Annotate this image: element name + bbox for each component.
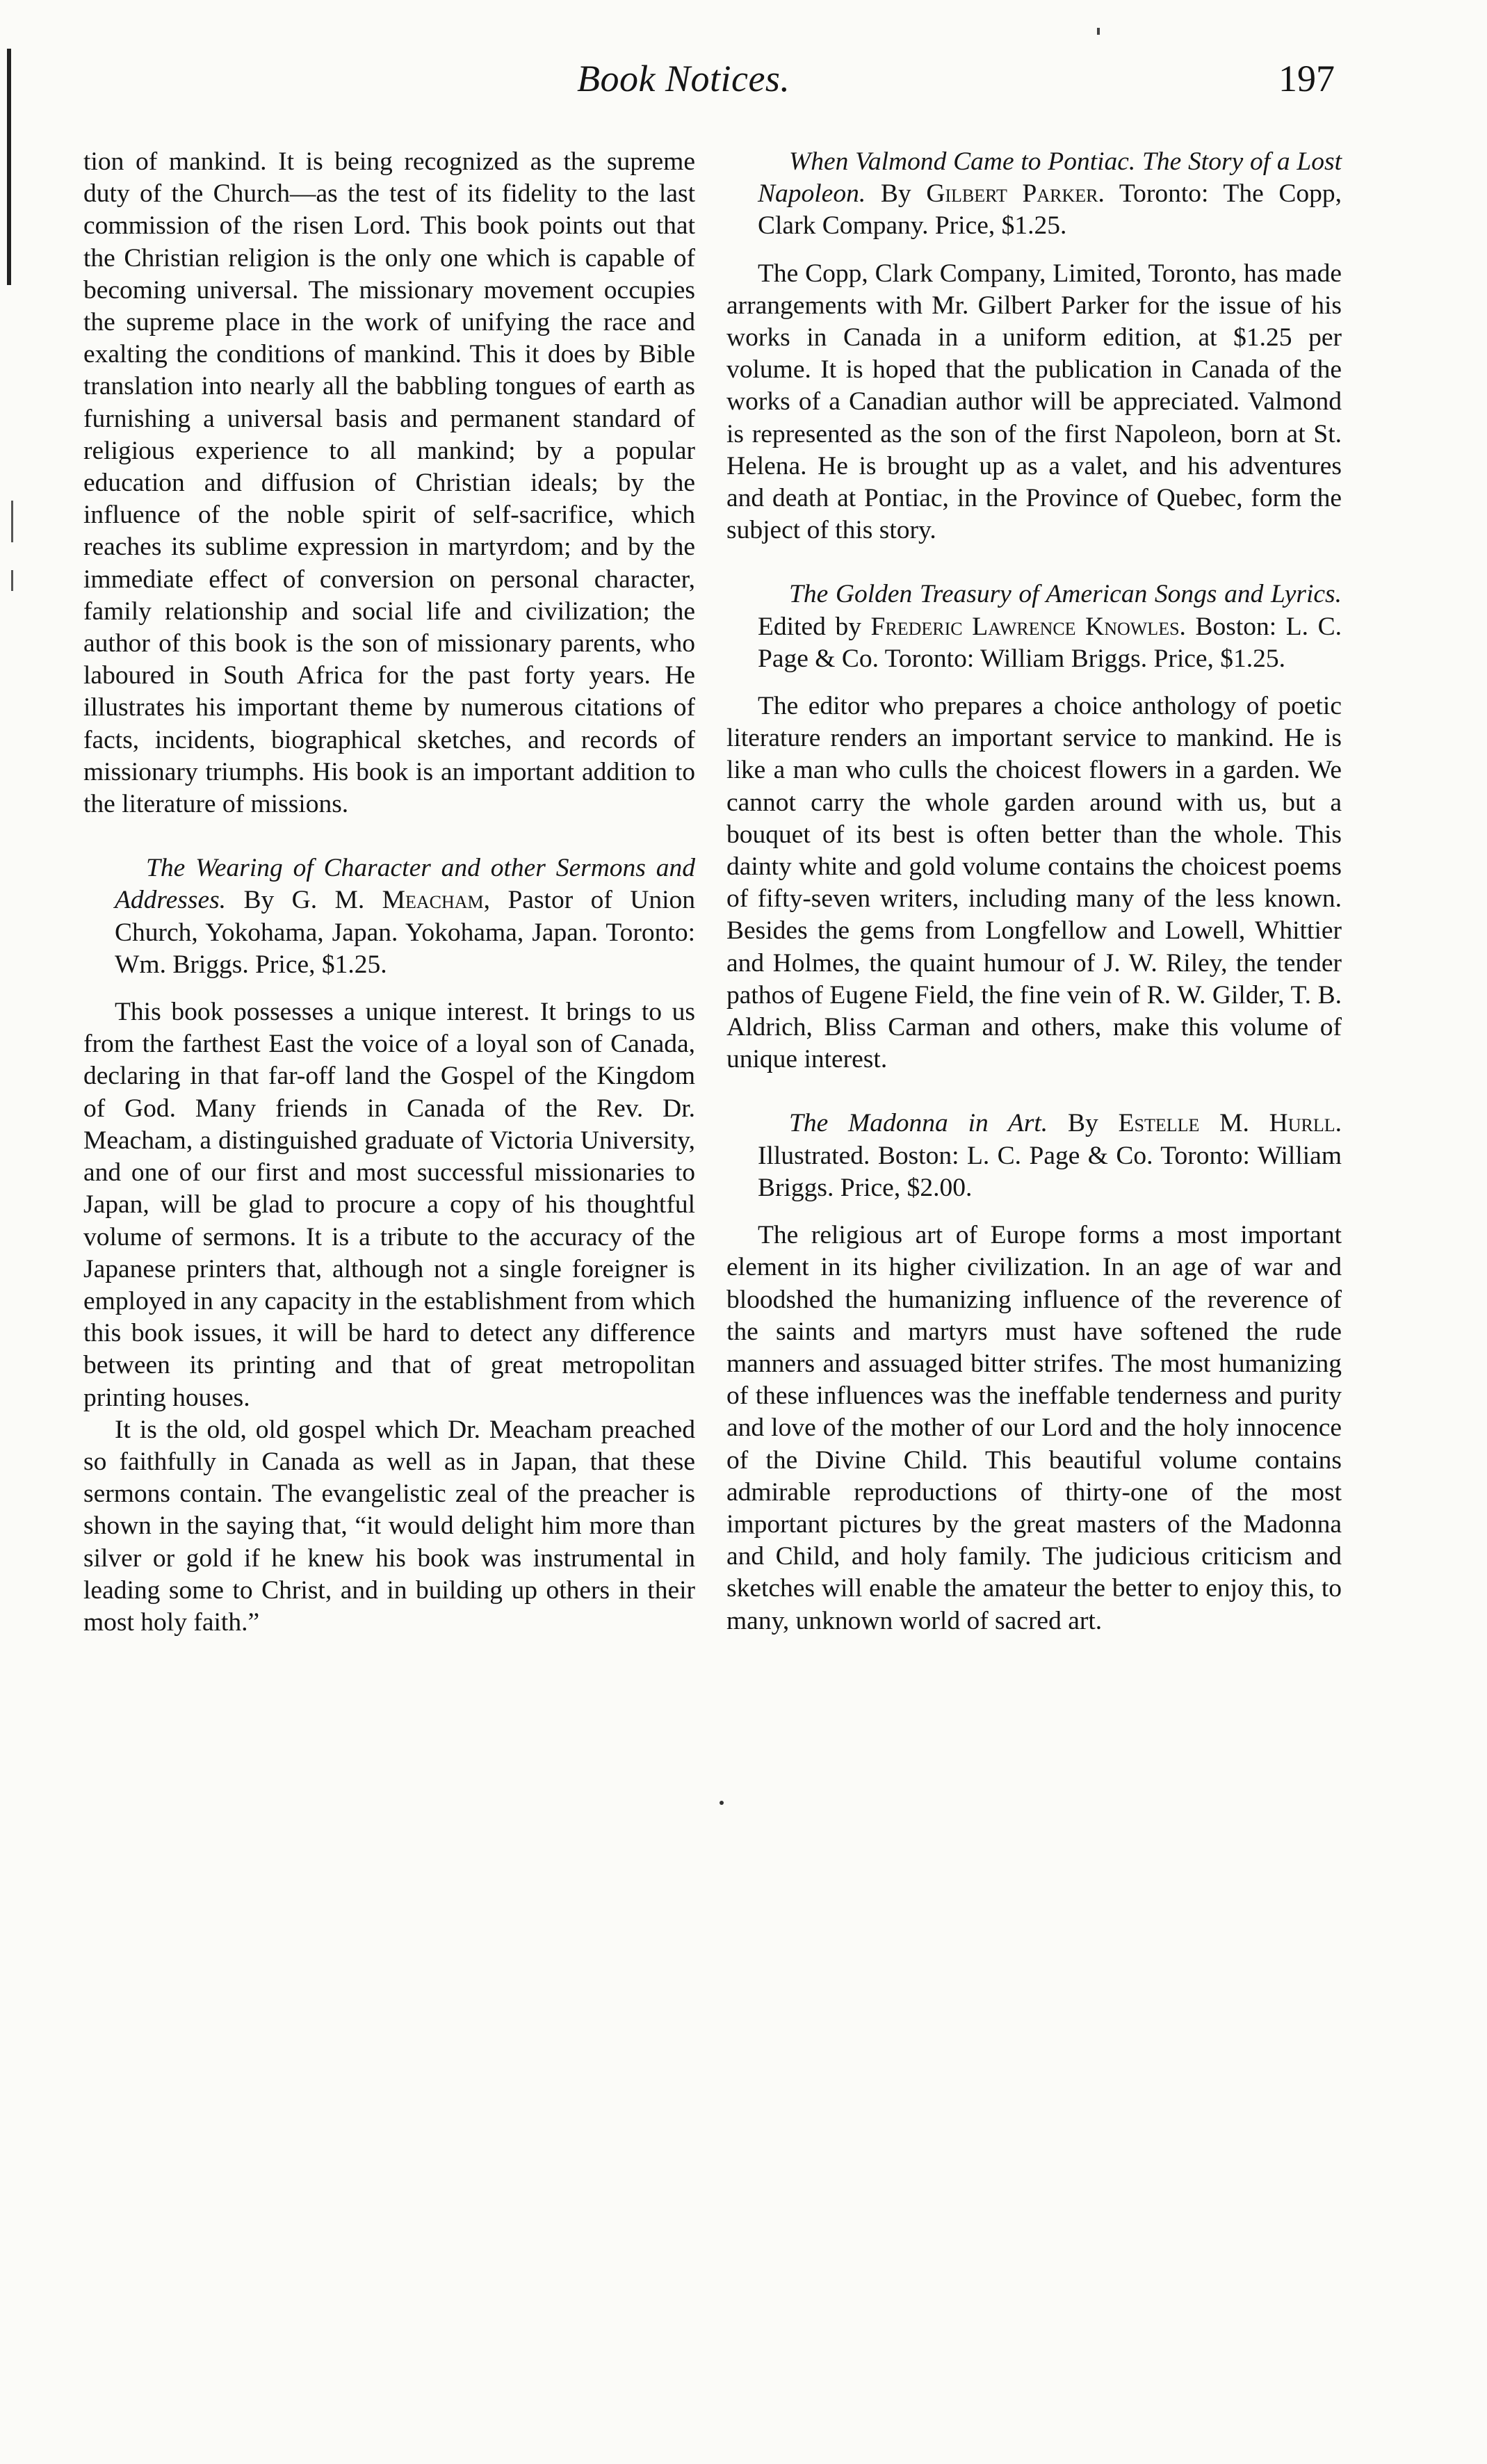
book-author: Gilbert Parker bbox=[926, 179, 1098, 209]
book-title: The Madonna in Art. bbox=[789, 1109, 1048, 1138]
margin-binding-mark bbox=[7, 49, 11, 285]
margin-tick bbox=[11, 570, 13, 591]
paragraph: The religious art of Europe forms a most important element in its higher civilization. In an age of war and bloodshed the humanizing influence of the reverence of the saints and martyrs must have softened the rude manners and assuaged bitter strifes. The most humanizing of these influences was the ineffable tenderness and purity and love of the mother of our Lord and the holy innocence of the Divine Child. This beautiful volume contains admirable reproductions of thirty-one of the most important pictures by the great masters of the Madonna and Child, and holy family. The judicious criticism and sketches will enable the amateur the better to enjoy this, to many, unknown world of sacred art. bbox=[726, 1221, 1342, 1635]
book-author: Frederic Lawrence Knowles bbox=[870, 612, 1180, 641]
book-title: The Golden Treasury of American Songs and Lyrics. bbox=[789, 580, 1342, 609]
paragraph: tion of mankind. It is being recognized as the supreme duty of the Church—as the test of its fidelity to the last commission of the risen Lord. This book points out that the Christian religion is the only one which is capable of becoming universal. The missionary movement occupies the supreme place in the work of unifying the race and exalting the conditions of mankind. This it does by Bible translation into nearly all the babbling tongues of earth as furnishing a universal basis and permanent standard of religious experience to all mankind; by a popular education and diffusion of Christian ideals; by the influence of the noble spirit of self-sacrifice, which reaches its sublime expression in martyrdom; and by the immediate effect of conversion on personal character, family relationship and social life and civilization; the author of this book is the son of missionary parents, who laboured in South Africa for the past forty years. He illustrates his important theme by numerous citations of facts, incidents, biographical sketches, and records of missionary triumphs. His book is an important addition to the literature of missions. bbox=[83, 147, 695, 819]
book-by: By bbox=[880, 179, 911, 209]
paragraph: The Copp, Clark Company, Limited, Toronto, has made arrangements with Mr. Gilbert Parker for the issue of his works in Canada in a uniform edition, at $1.25 per volume. It is hoped that the publication in Canada of the works of a Canadian author will be appreciated. Valmond is represented as the son of the first Napoleon, born at St. Helena. He is brought up as a valet, and his adventures and death at Pontiac, in the Province of Quebec, form the subject of this story. bbox=[726, 259, 1342, 545]
book-notice-heading bbox=[726, 146, 1342, 243]
book-by: By bbox=[1068, 1109, 1098, 1138]
book-by: Edited by bbox=[758, 612, 861, 641]
book-author: Estelle M. Hurll bbox=[1118, 1109, 1335, 1138]
book-details: , Pastor of Union Church, Yokohama, Japan. Yokohama, Japan. Toronto: Wm. Briggs. Price, $1.25. bbox=[115, 886, 695, 979]
book-notice-heading bbox=[83, 852, 695, 981]
paragraph: It is the old, old gospel which Dr. Meacham preached so faithfully in Canada as well as in Japan, that these sermons contain. The evangelistic zeal of the preacher is shown in the saying that, “it would delight him more than silver or gold if he knew his book was instrumental in leading some to Christ, and in building up others in their most holy faith.” bbox=[83, 1415, 695, 1637]
book-details: . Illustrated. Boston: L. C. Page & Co. Toronto: William Briggs. Price, $2.00. bbox=[758, 1109, 1342, 1202]
book-title: The Wearing of Character and other Sermons and Addresses. bbox=[115, 854, 695, 915]
book-title: When Valmond Came to Pontiac. The Story of a Lost Napoleon. bbox=[758, 147, 1342, 209]
paragraph: The editor who prepares a choice anthology of poetic literature renders an important service to mankind. He is like a man who culls the choicest flowers in a garden. We cannot carry the whole garden around with us, but a bouquet of its best is often better than the whole. This dainty white and gold volume contains the choicest poems of fifty-seven writers, including many of the less known. Besides the gems from Longfellow and Lowell, Whittier and Holmes, the quaint humour of J. W. Riley, the tender pathos of Eugene Field, the fine vein of R. W. Gilder, T. B. Aldrich, Bliss Carman and others, make this volume of unique interest. bbox=[726, 692, 1342, 1074]
print-speck bbox=[1097, 28, 1100, 35]
book-notice-heading bbox=[726, 1108, 1342, 1204]
running-title: Book Notices. bbox=[577, 58, 790, 99]
left-column bbox=[83, 146, 695, 1639]
margin-tick bbox=[11, 501, 13, 542]
paragraph: This book possesses a unique interest. It brings to us from the farthest East the voice of a loyal son of Canada, declaring in that far-off land the Gospel of the Kingdom of God. Many friends in Canada of the Rev. Dr. Meacham, a distinguished graduate of Victoria University, and one of our first and most successful missionaries to Japan, will be glad to procure a copy of his thoughtful volume of sermons. It is a tribute to the accuracy of the Japanese printers that, although not a single foreigner is employed in any capacity in the establishment from which this book issues, it will be hard to detect any difference between its printing and that of great metropolitan printing houses. bbox=[83, 998, 695, 1412]
print-speck bbox=[720, 1801, 724, 1805]
page-number: 197 bbox=[1278, 58, 1335, 99]
right-column bbox=[726, 146, 1342, 1637]
book-by: By bbox=[243, 886, 275, 915]
book-details: . Toronto: The Copp, Clark Company. Price, $1.25. bbox=[758, 179, 1342, 241]
book-details: . Boston: L. C. Page & Co. Toronto: William Briggs. Price, $1.25. bbox=[758, 612, 1342, 673]
book-notice-heading bbox=[726, 578, 1342, 675]
page-header bbox=[528, 57, 1335, 120]
book-author: G. M. Meacham bbox=[291, 886, 484, 915]
